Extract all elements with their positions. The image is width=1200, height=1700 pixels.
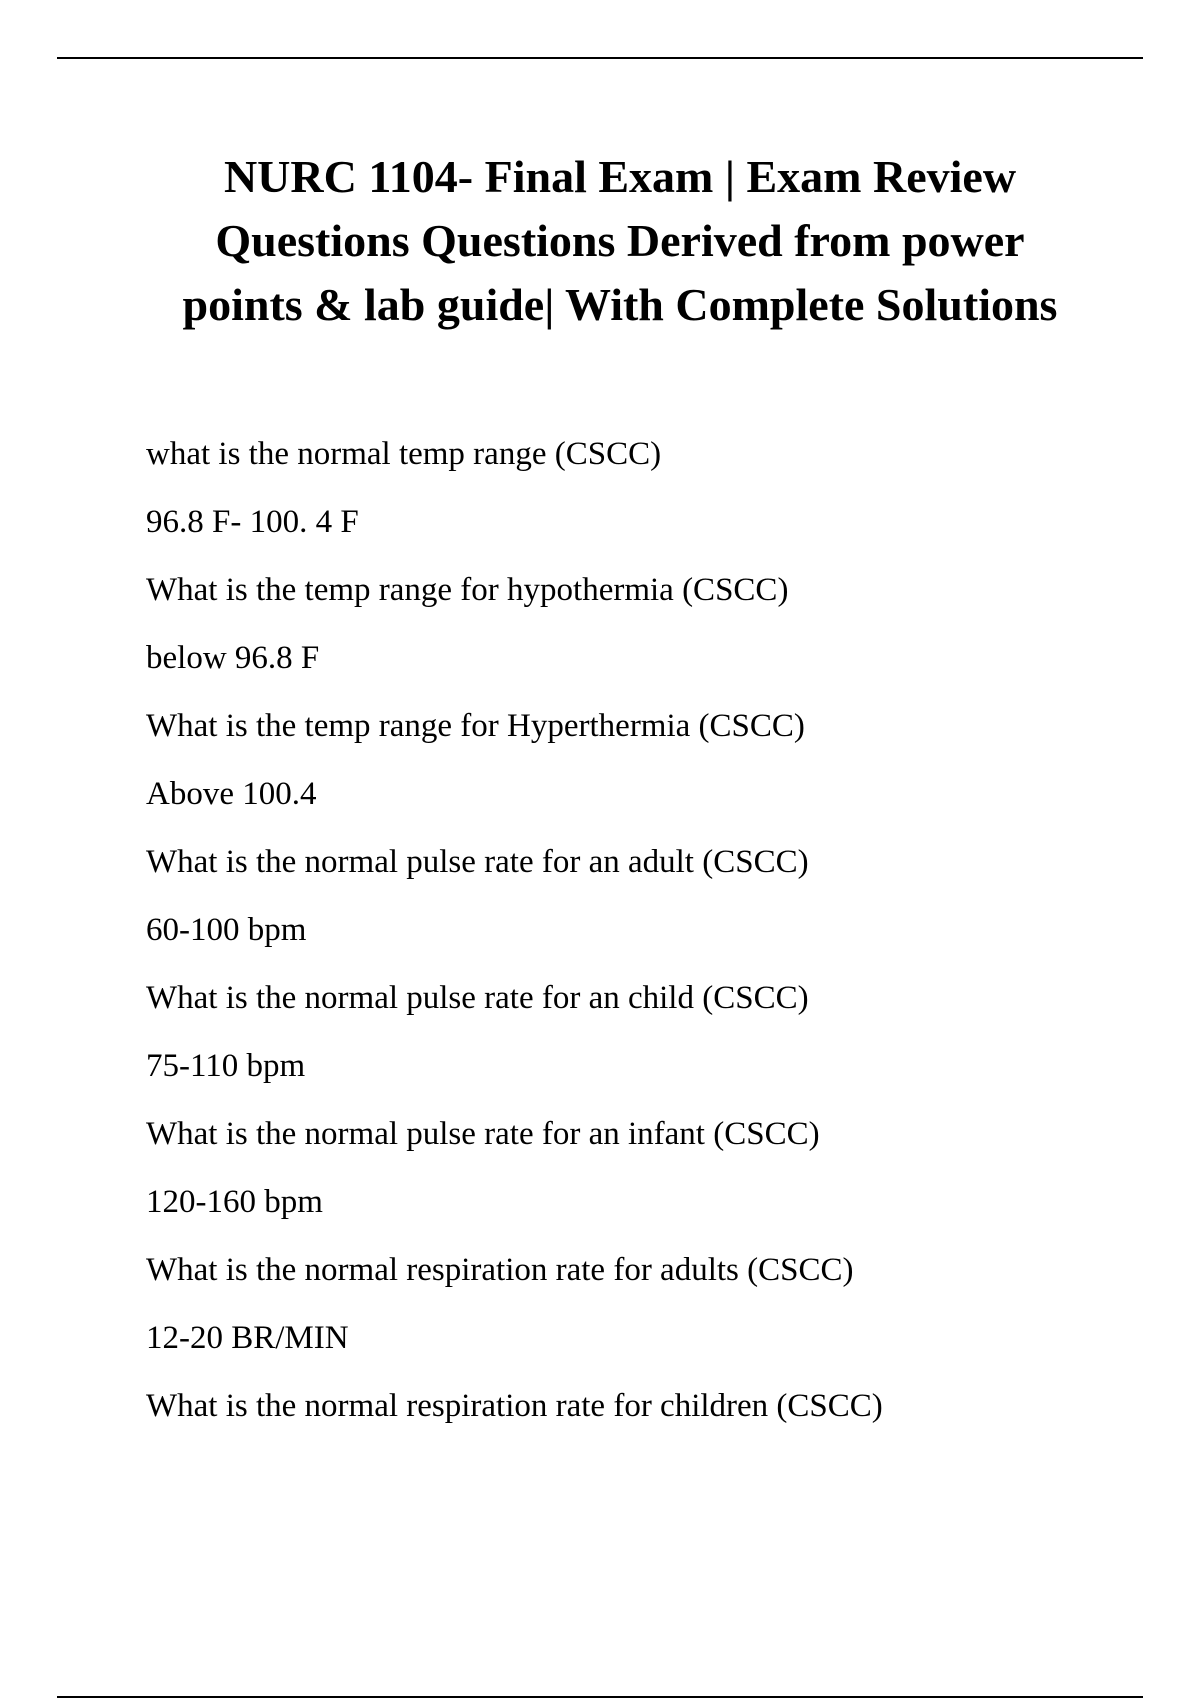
title-line-2: Questions Questions Derived from power	[215, 215, 1025, 266]
question-3: What is the temp range for Hyperthermia (CSCC)	[146, 708, 805, 744]
bottom-rule	[57, 1696, 1143, 1698]
question-2: What is the temp range for hypothermia (CSCC)	[146, 572, 789, 608]
question-8: What is the normal respiration rate for children (CSCC)	[146, 1388, 883, 1424]
answer-4: 60-100 bpm	[146, 912, 307, 948]
answer-7: 12-20 BR/MIN	[146, 1320, 349, 1356]
answer-6: 120-160 bpm	[146, 1184, 323, 1220]
question-7: What is the normal respiration rate for adults (CSCC)	[146, 1252, 854, 1288]
answer-2: below 96.8 F	[146, 640, 320, 676]
title-line-1: NURC 1104- Final Exam | Exam Review	[223, 151, 1017, 202]
answer-5: 75-110 bpm	[146, 1048, 306, 1084]
qa-list	[146, 420, 1146, 1440]
answer-3: Above 100.4	[146, 776, 317, 812]
document-title	[90, 145, 1150, 337]
top-rule	[57, 57, 1143, 59]
question-4: What is the normal pulse rate for an adult (CSCC)	[146, 844, 809, 880]
question-6: What is the normal pulse rate for an infant (CSCC)	[146, 1116, 820, 1152]
question-5: What is the normal pulse rate for an child (CSCC)	[146, 980, 809, 1016]
question-1: what is the normal temp range (CSCC)	[146, 436, 662, 472]
answer-1: 96.8 F- 100. 4 F	[146, 504, 359, 540]
title-line-3: points & lab guide| With Complete Solutions	[182, 279, 1058, 330]
